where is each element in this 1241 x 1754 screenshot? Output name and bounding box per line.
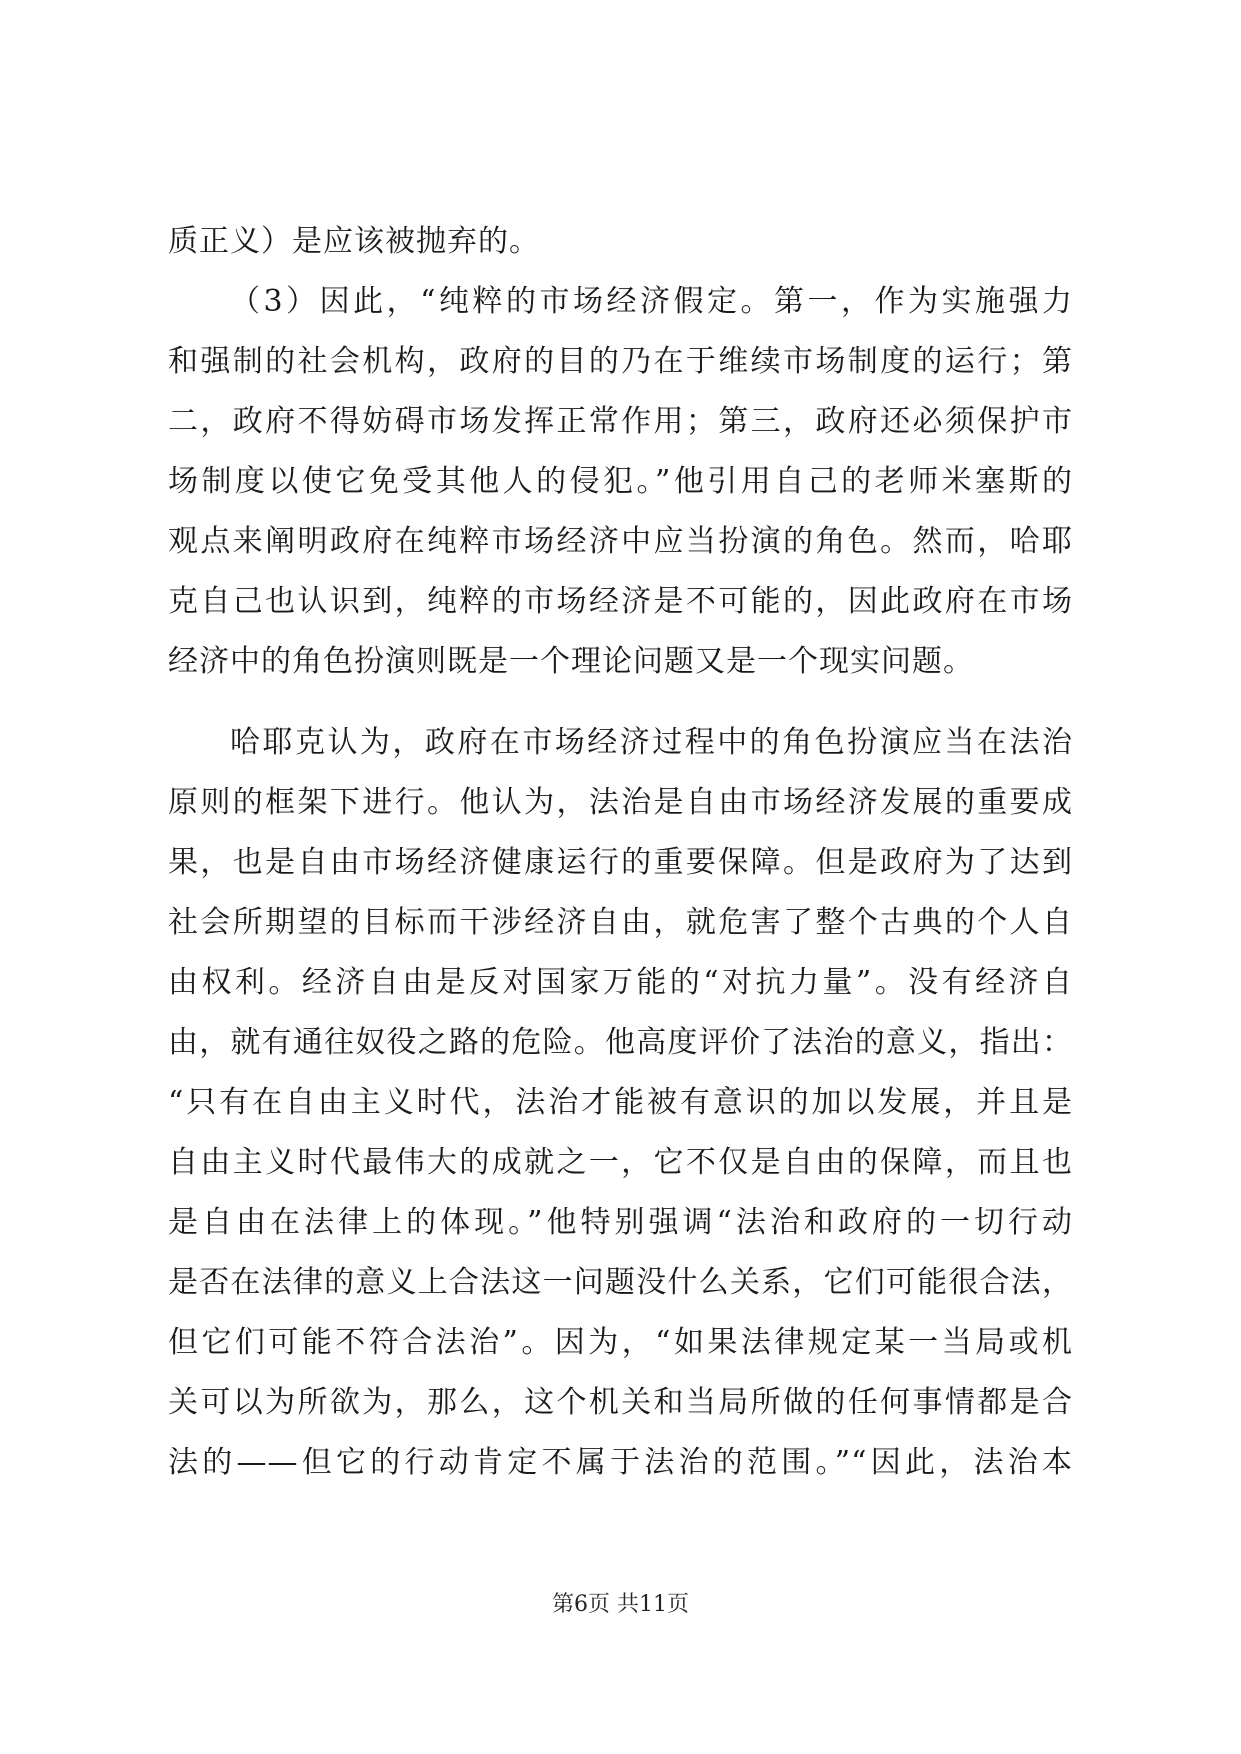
text-line: 质正义）是应该被抛弃的。 xyxy=(168,224,540,259)
text-line: 关可以为所欲为，那么，这个机关和当局所做的任何事情都是合 xyxy=(168,1385,1073,1420)
text-line: 是否在法律的意义上合法这一问题没什么关系，它们可能很合法， xyxy=(168,1265,1073,1300)
text-line: 和强制的社会机构，政府的目的乃在于维续市场制度的运行；第 xyxy=(168,344,1073,379)
text-line: 法的——但它的行动肯定不属于法治的范围。”“因此，法治本 xyxy=(168,1445,1073,1480)
text-line: 哈耶克认为，政府在市场经济过程中的角色扮演应当在法治 xyxy=(230,725,1073,760)
text-line: 原则的框架下进行。他认为，法治是自由市场经济发展的重要成 xyxy=(168,785,1073,820)
text-line: 但它们可能不符合法治”。因为，“如果法律规定某一当局或机 xyxy=(168,1325,1073,1360)
text-line: （3）因此，“纯粹的市场经济假定。第一，作为实施强力 xyxy=(230,284,1073,319)
text-line: 观点来阐明政府在纯粹市场经济中应当扮演的角色。然而，哈耶 xyxy=(168,524,1073,559)
text-line: 场制度以使它免受其他人的侵犯。”他引用自己的老师米塞斯的 xyxy=(168,464,1073,499)
text-line: 克自己也认识到，纯粹的市场经济是不可能的，因此政府在市场 xyxy=(168,584,1073,619)
text-line: 由，就有通往奴役之路的危险。他高度评价了法治的意义，指出： xyxy=(168,1025,1073,1060)
text-line: “只有在自由主义时代，法治才能被有意识的加以发展，并且是 xyxy=(168,1085,1073,1120)
text-line: 自由主义时代最伟大的成就之一，它不仅是自由的保障，而且也 xyxy=(168,1145,1073,1180)
text-line: 由权利。经济自由是反对国家万能的“对抗力量”。没有经济自 xyxy=(168,965,1073,1000)
text-line: 社会所期望的目标而干涉经济自由，就危害了整个古典的个人自 xyxy=(168,905,1073,940)
text-line: 是自由在法律上的体现。”他特别强调“法治和政府的一切行动 xyxy=(168,1205,1073,1240)
page-footer: 第6页 共11页 xyxy=(552,1592,689,1617)
text-line: 果，也是自由市场经济健康运行的重要保障。但是政府为了达到 xyxy=(168,845,1073,880)
text-line: 经济中的角色扮演则既是一个理论问题又是一个现实问题。 xyxy=(168,644,974,679)
text-line: 二，政府不得妨碍市场发挥正常作用；第三，政府还必须保护市 xyxy=(168,404,1073,439)
